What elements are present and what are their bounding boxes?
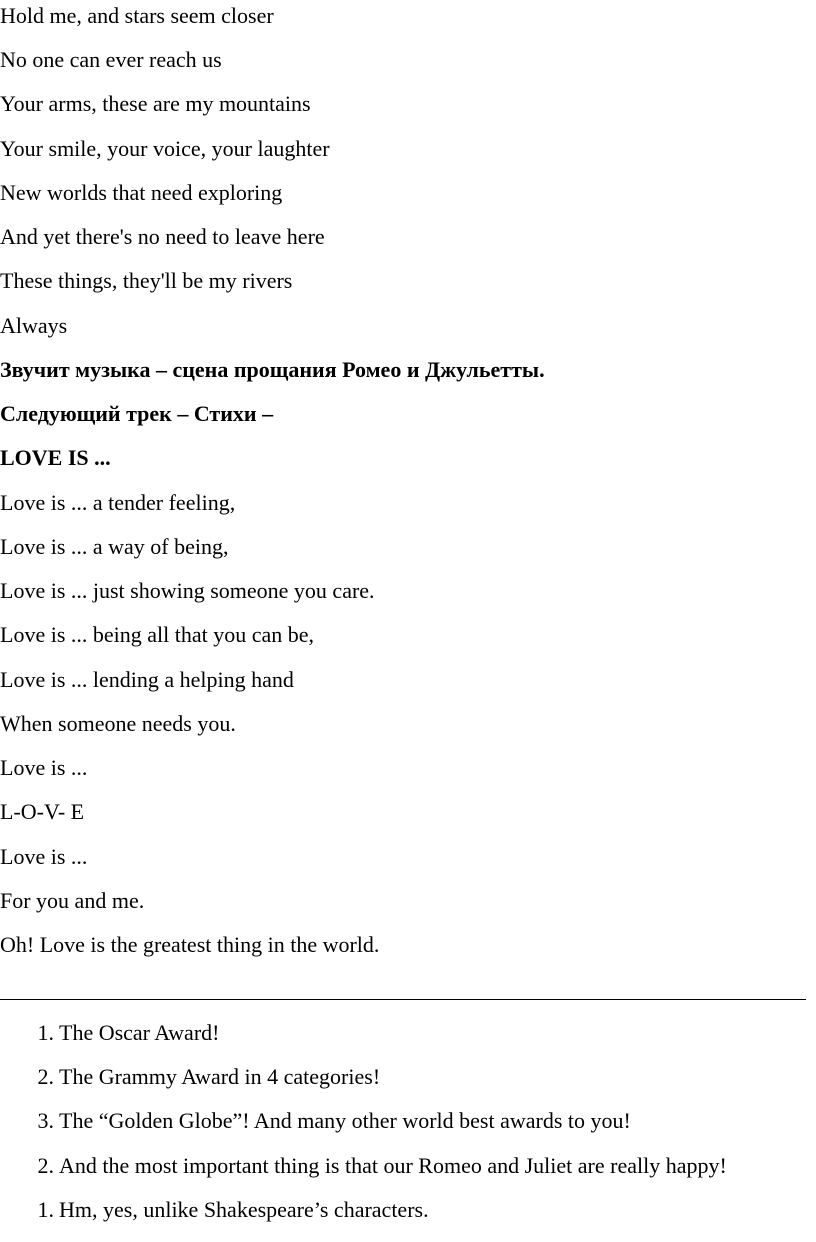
poem-line: Love is ... lending a helping hand xyxy=(0,667,294,692)
poem-line: Oh! Love is the greatest thing in the world. xyxy=(0,932,380,957)
song-line: Your smile, your voice, your laughter xyxy=(0,136,330,161)
stage-direction: Следующий трек – Стихи – xyxy=(0,401,274,426)
dialogue-text: Hm, yes, unlike Shakespeare’s characters. xyxy=(59,1197,429,1222)
poem-line: Love is ... a tender feeling, xyxy=(0,490,236,515)
dialogue-item xyxy=(28,1196,429,1224)
dialogue-item xyxy=(28,1019,219,1047)
stage-direction: Звучит музыка – сцена прощания Ромео и Джульетты. xyxy=(0,357,545,382)
dialogue-text: The “Golden Globe”! And many other world best awards to you! xyxy=(59,1108,631,1133)
song-line: New worlds that need exploring xyxy=(0,180,283,205)
song-line: Your arms, these are my mountains xyxy=(0,91,311,116)
dialogue-item xyxy=(28,1152,727,1180)
poem-line: Love is ... xyxy=(0,755,88,780)
section-divider xyxy=(0,999,806,1000)
poem-line: Love is ... a way of being, xyxy=(0,534,229,559)
song-line: Hold me, and stars seem closer xyxy=(0,3,274,28)
poem-title: LOVE IS ... xyxy=(0,445,111,470)
poem-line: For you and me. xyxy=(0,888,145,913)
dialogue-number: 1. xyxy=(37,1197,54,1222)
song-line: No one can ever reach us xyxy=(0,47,222,72)
song-line: And yet there's no need to leave here xyxy=(0,224,325,249)
dialogue-item xyxy=(28,1063,380,1091)
dialogue-number: 3. xyxy=(37,1108,54,1133)
dialogue-text: And the most important thing is that our Romeo and Juliet are really happy! xyxy=(59,1153,727,1178)
poem-line: Love is ... just showing someone you care. xyxy=(0,578,375,603)
song-line: These things, they'll be my rivers xyxy=(0,268,293,293)
dialogue-number: 1. xyxy=(37,1020,54,1045)
dialogue-number: 2. xyxy=(37,1153,54,1178)
dialogue-text: The Grammy Award in 4 categories! xyxy=(59,1064,381,1089)
poem-line: Love is ... being all that you can be, xyxy=(0,622,315,647)
poem-line: Love is ... xyxy=(0,844,88,869)
dialogue-item xyxy=(28,1107,631,1135)
poem-line: L-O-V- E xyxy=(0,799,85,824)
dialogue-text: The Oscar Award! xyxy=(59,1020,220,1045)
song-line: Always xyxy=(0,313,68,338)
poem-line: When someone needs you. xyxy=(0,711,236,736)
dialogue-number: 2. xyxy=(37,1064,54,1089)
